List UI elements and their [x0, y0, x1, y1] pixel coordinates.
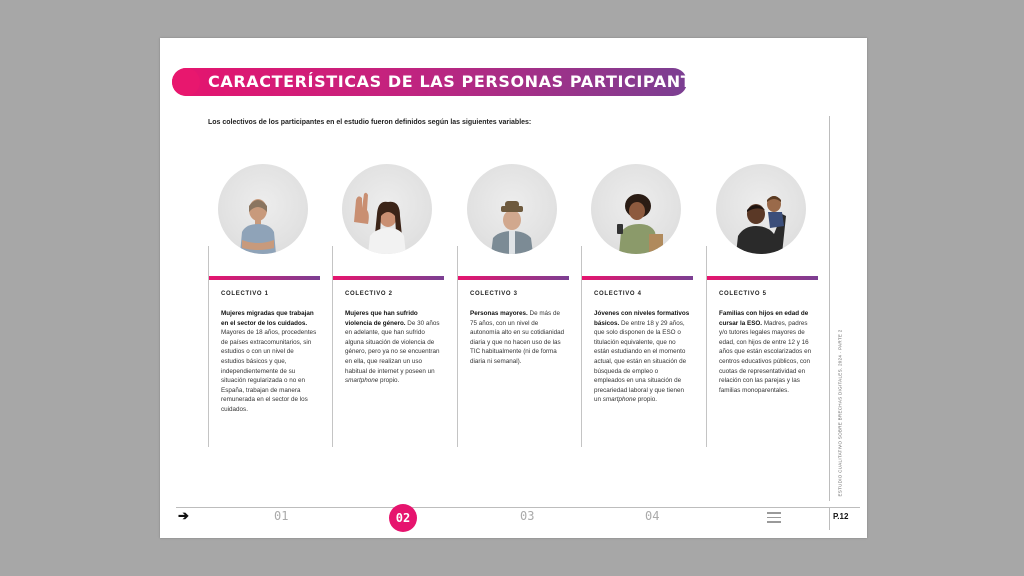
- card-accent-bar: [458, 276, 569, 280]
- footer-divider: [176, 507, 860, 508]
- page-number: P.12: [833, 512, 849, 521]
- page-title: CARACTERÍSTICAS DE LAS PERSONAS PARTICIPANTES: [208, 72, 716, 91]
- collective-tail: propio.: [637, 396, 658, 404]
- young-woman-phone-image: [591, 164, 681, 254]
- right-divider: [829, 116, 830, 501]
- nav-arrow-icon[interactable]: ➔: [178, 508, 189, 523]
- collective-description: [594, 309, 690, 405]
- photo-collective-3: [467, 164, 557, 254]
- collective-label: COLECTIVO 2: [345, 291, 393, 297]
- nav-section-01[interactable]: 01: [274, 509, 289, 523]
- collective-description: [221, 309, 317, 415]
- nav-section-03[interactable]: 03: [520, 509, 535, 523]
- card-accent-bar: [582, 276, 693, 280]
- collective-body: De más de 75 años, con un nivel de autonomía alto en su cotidianidad diaria y que no hacen uso de las TIC habitualmente (ni de forma diaria ni semanal).: [470, 310, 565, 365]
- collective-title: Mujeres migradas que trabajan en el sector de los cuidados.: [221, 310, 314, 327]
- collective-description: [470, 309, 566, 367]
- collective-card-4: [581, 164, 693, 448]
- collective-body: Madres, padres y/o tutores legales mayores de edad, con hijos de entre 12 y 16 años que están escolarizados en centros educativos públicos, con cuotas de representatividad en relación con las parejas y las familias monoparentales.: [719, 319, 812, 394]
- woman-waving-image: [342, 164, 432, 254]
- collective-italic: smartphone: [345, 377, 379, 385]
- side-caption: ESTUDIO CUALITATIVO SOBRE BRECHAS DIGITALES. 2024 · PARTE 2: [837, 329, 843, 497]
- menu-icon[interactable]: [767, 512, 781, 522]
- collective-label: COLECTIVO 3: [470, 291, 518, 297]
- collective-card-1: [208, 164, 320, 448]
- collective-title: Personas mayores.: [470, 310, 528, 317]
- card-accent-bar: [333, 276, 444, 280]
- collective-body: De 30 años en adelante, que han sufrido alguna situación de violencia de género, pero ya no se encuentran en ella, que realizan un uso habitual de internet y poseen un: [345, 319, 440, 375]
- collective-description: [345, 309, 441, 386]
- photo-collective-2: [342, 164, 432, 254]
- footer-page-divider: [829, 507, 830, 530]
- collective-title: Mujeres que han sufrido violencia de género.: [345, 310, 418, 327]
- elderly-man-image: [467, 164, 557, 254]
- collective-tail: propio.: [380, 377, 400, 385]
- collective-label: COLECTIVO 4: [594, 291, 642, 297]
- collective-description: [719, 309, 815, 395]
- father-and-son-image: [716, 164, 806, 254]
- collective-label: COLECTIVO 1: [221, 291, 269, 297]
- intro-text: Los colectivos de los participantes en el estudio fueron definidos según las siguientes variables:: [208, 119, 532, 126]
- photo-collective-4: [591, 164, 681, 254]
- collective-card-2: [332, 164, 444, 448]
- nav-section-02-active[interactable]: 02: [389, 504, 417, 532]
- nav-section-04[interactable]: 04: [645, 509, 660, 523]
- card-accent-bar: [209, 276, 320, 280]
- collective-body: De entre 18 y 29 años, que solo disponen de la ESO o titulación equivalente, que no están estudiando en el momento actual, que están en situación de búsqueda de empleo o empleados en una situación de precariedad laboral y que tienen un: [594, 319, 687, 404]
- collective-card-3: [457, 164, 569, 448]
- collective-body: Mayores de 18 años, procedentes de países extracomunitarios, sin estudios o con un nivel de estudios básicos y que, independientemente de su situación regularizada o no en España, trabajan de manera remunerada en el sector de los cuidados.: [221, 329, 317, 413]
- document-page: [160, 38, 867, 538]
- title-dot-icon: [172, 68, 200, 96]
- collective-italic: smartphone: [602, 396, 637, 404]
- woman-arms-crossed-image: [218, 164, 308, 254]
- collective-card-5: [706, 164, 818, 448]
- photo-collective-1: [218, 164, 308, 254]
- photo-collective-5: [716, 164, 806, 254]
- collective-title: Familias con hijos en edad de cursar la ESO.: [719, 310, 809, 327]
- title-banner: [172, 68, 716, 96]
- collective-title: Jóvenes con niveles formativos básicos.: [594, 310, 690, 327]
- card-accent-bar: [707, 276, 818, 280]
- collective-label: COLECTIVO 5: [719, 291, 767, 297]
